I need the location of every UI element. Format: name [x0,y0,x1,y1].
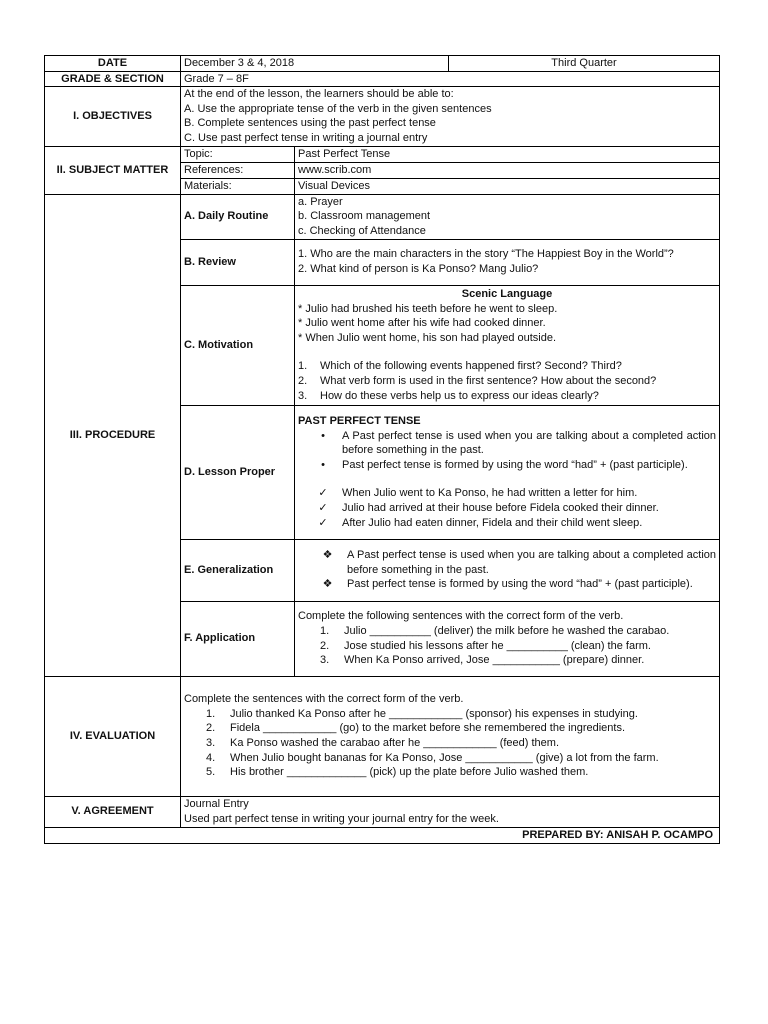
objective-item: C. Use past perfect tense in writing a journal entry [184,131,428,144]
review-item: 1. Who are the main characters in the story “The Happiest Boy in the World”? [298,248,674,261]
generalization-content [295,539,720,601]
topic-label: Topic: [181,146,295,162]
references-value: www.scrib.com [295,162,720,178]
lesson-example: ✓ When Julio went to Ka Ponso, he had written a letter for him. [298,486,716,501]
date-label: DATE [45,56,181,72]
review-item: 2. What kind of person is Ka Ponso? Mang Julio? [298,263,539,276]
agreement-content [181,796,720,827]
objectives-row [45,87,720,146]
evaluation-item: 2. Fidela ____________ (go) to the market before she remembered the ingredients. [206,722,626,735]
application-content [295,601,720,676]
evaluation-row [45,676,720,796]
generalization-item: ❖ A Past perfect tense is used when you are talking about a completed action before something in the past. [298,548,716,577]
routine-item: c. Checking of Attendance [298,224,426,237]
lesson-bullet: • A Past perfect tense is used when you are talking about a completed action before something in the past. [298,429,716,458]
lesson-example: ✓ Julio had arrived at their house before Fidela cooked their dinner. [298,501,716,516]
lesson-plan-table [44,55,720,844]
review-label: B. Review [181,239,295,285]
prepared-by: PREPARED BY: ANISAH P. OCAMPO [45,827,720,843]
materials-value: Visual Devices [295,178,720,194]
motivation-question: 3. How do these verbs help us to express our ideas clearly? [298,389,599,402]
check-icon: ✓ [318,487,328,500]
daily-routine-row [45,194,720,239]
objectives-label: I. OBJECTIVES [45,87,181,146]
application-instruction: Complete the following sentences with the correct form of the verb. [298,610,624,623]
topic-value: Past Perfect Tense [295,146,720,162]
lesson-bullet: • Past perfect tense is formed by using the word “had” + (past participle). [298,458,716,473]
agreement-label: V. AGREEMENT [45,796,181,827]
agreement-row [45,796,720,827]
lesson-proper-label: D. Lesson Proper [181,405,295,539]
diamond-bullet-icon: ❖ [322,578,333,591]
diamond-bullet-icon: ❖ [322,549,333,562]
procedure-label: III. PROCEDURE [45,194,181,676]
grade-value: Grade 7 – 8F [181,71,720,87]
topic-row [45,146,720,162]
agreement-title: Journal Entry [184,797,249,810]
review-content [295,239,720,285]
daily-routine-content [295,194,720,239]
bullet-icon: • [321,429,325,442]
routine-item: b. Classroom management [298,210,431,223]
date-value: December 3 & 4, 2018 [181,56,449,72]
objective-item: A. Use the appropriate tense of the verb in the given sentences [184,102,492,115]
agreement-text: Used part perfect tense in writing your journal entry for the week. [184,812,499,825]
evaluation-instruction: Complete the sentences with the correct form of the verb. [184,693,464,706]
motivation-title: Scenic Language [461,287,553,300]
motivation-question: 2. What verb form is used in the first sentence? How about the second? [298,374,657,387]
lesson-proper-content [295,405,720,539]
check-icon: ✓ [318,516,328,529]
application-label: F. Application [181,601,295,676]
application-item: 1. Julio __________ (deliver) the milk before he washed the carabao. [320,624,670,637]
evaluation-item: 3. Ka Ponso washed the carabao after he ____________ (feed) them. [206,737,560,750]
lesson-proper-title: PAST PERFECT TENSE [298,414,421,427]
evaluation-item: 4. When Julio bought bananas for Ka Ponso, Jose ___________ (give) a lot from the farm. [206,751,659,764]
daily-routine-label: A. Daily Routine [181,194,295,239]
objectives-intro: At the end of the lesson, the learners should be able to: [184,88,454,101]
application-item: 2. Jose studied his lessons after he __________ (clean) the farm. [320,639,651,652]
check-icon: ✓ [318,501,328,514]
objectives-content [181,87,720,146]
references-label: References: [181,162,295,178]
evaluation-item: 5. His brother _____________ (pick) up the plate before Julio washed them. [206,766,589,779]
motivation-sentence: * Julio had brushed his teeth before he went to sleep. [298,302,558,315]
grade-label: GRADE & SECTION [45,71,181,87]
bullet-icon: • [321,458,325,471]
motivation-sentence: * When Julio went home, his son had played outside. [298,331,557,344]
routine-item: a. Prayer [298,195,343,208]
application-item: 3. When Ka Ponso arrived, Jose ___________ (prepare) dinner. [320,654,645,667]
footer-row [45,827,720,843]
subject-matter-label: II. SUBJECT MATTER [45,146,181,194]
lesson-example: ✓ After Julio had eaten dinner, Fidela and their child went sleep. [298,516,716,531]
materials-label: Materials: [181,178,295,194]
grade-row [45,71,720,87]
motivation-question: 1. Which of the following events happened first? Second? Third? [298,360,622,373]
objective-item: B. Complete sentences using the past perfect tense [184,117,436,130]
date-row [45,56,720,72]
motivation-label: C. Motivation [181,285,295,405]
quarter-value: Third Quarter [449,56,720,72]
evaluation-item: 1. Julio thanked Ka Ponso after he ____________ (sponsor) his expenses in studying. [206,707,638,720]
evaluation-label: IV. EVALUATION [45,676,181,796]
motivation-sentence: * Julio went home after his wife had cooked dinner. [298,317,546,330]
generalization-item: ❖ Past perfect tense is formed by using the word “had” + (past participle). [298,577,716,592]
generalization-label: E. Generalization [181,539,295,601]
motivation-content [295,285,720,405]
evaluation-content [181,676,720,796]
